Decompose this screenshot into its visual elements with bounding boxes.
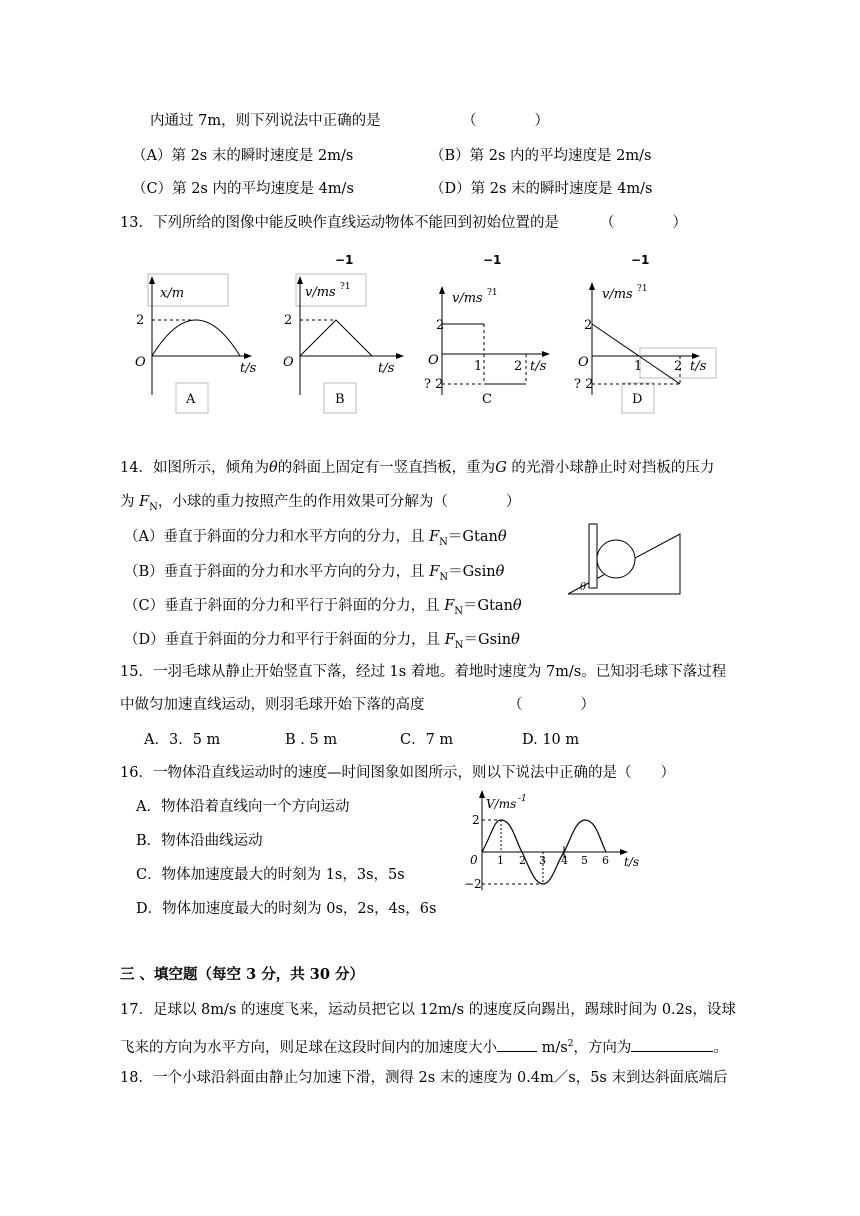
q17-blank-1[interactable] <box>497 1037 537 1052</box>
y-arrow <box>149 276 155 284</box>
q14-incline-figure <box>566 520 686 600</box>
q15-option-c: C．7 m <box>400 732 454 748</box>
q16-vt-graph <box>460 786 650 896</box>
q13-graph-a <box>130 270 260 420</box>
y-arrow <box>589 282 595 290</box>
q17-blank-2[interactable] <box>631 1037 713 1052</box>
origin: 0 <box>470 853 478 867</box>
q13-graph-b <box>278 270 408 420</box>
board <box>589 524 597 588</box>
curve <box>152 320 240 356</box>
q13-stem: 13．下列所给的图像中能反映作直线运动物体不能回到初始位置的是 <box>120 215 559 231</box>
q16-stem: 16．一物体沿直线运动时的速度—时间图象如图所示，则以下说法中正确的是（ ） <box>120 765 675 781</box>
q13-graph-c <box>422 270 562 420</box>
xlabel: t/s <box>240 361 257 376</box>
ysup: ?1 <box>637 284 648 294</box>
q15-option-d: D. 10 m <box>522 732 580 748</box>
ylabel: v/ms <box>602 287 633 302</box>
fig-theta: θ <box>580 582 587 593</box>
ylabel: V/ms <box>486 797 517 811</box>
x-tick-5: 5 <box>581 854 588 867</box>
origin: O <box>428 353 439 368</box>
y-tick-2: 2 <box>436 318 445 333</box>
x-tick-6: 6 <box>602 854 609 867</box>
x-tick-1: 1 <box>474 359 483 374</box>
origin: O <box>135 355 146 370</box>
q16-option-d: D．物体加速度最大的时刻为 0s，2s，4s，6s <box>136 901 437 917</box>
x-arrow <box>396 353 404 359</box>
x-tick-1: 1 <box>497 854 504 867</box>
q12-option-a: （A）第 2s 末的瞬时速度是 2m/s <box>132 148 354 164</box>
y-neg-tick: ? 2 <box>424 377 444 392</box>
xlabel: t/s <box>690 359 707 374</box>
x-tick-3: 3 <box>539 854 546 867</box>
y-arrow <box>479 790 485 798</box>
q14-option-c: （C）垂直于斜面的分力和平行于斜面的分力，且 $F_N=Gtan\theta$ <box>124 598 522 617</box>
ball <box>597 540 635 578</box>
q14-option-a: （A）垂直于斜面的分力和水平方向的分力，且 $F_N=Gtan\theta$ <box>124 529 507 548</box>
q15-answer-paren: （ ） <box>508 697 595 713</box>
q14-option-b: （B）垂直于斜面的分力和水平方向的分力，且 $F_N=Gsin\theta$ <box>124 564 505 583</box>
xlabel: t/s <box>530 359 547 374</box>
x-arrow <box>244 353 252 359</box>
y-tick-2: 2 <box>472 813 480 827</box>
y-arrow <box>439 286 445 294</box>
origin: O <box>578 355 589 370</box>
q13-neg1-c: −1 <box>483 253 502 267</box>
ysup: ?1 <box>487 288 498 298</box>
q15-line2: 中做匀加速直线运动，则羽毛球开始下落的高度 <box>120 697 425 713</box>
origin: O <box>283 355 294 370</box>
ysup: ?1 <box>340 282 351 292</box>
q12-option-c: （C）第 2s 内的平均速度是 4m/s <box>132 181 354 197</box>
y-tick-2: 2 <box>284 313 293 328</box>
graph-label: A <box>186 392 196 407</box>
ylabel: v/ms <box>452 291 483 306</box>
q17-line2: 飞来的方向为水平方向，则足球在这段时间内的加速度大小 $m/s^2$，方向为 。 <box>120 1034 728 1058</box>
q12-stem: 内通过 7m，则下列说法中正确的是 <box>150 113 381 129</box>
q16-option-b: B．物体沿曲线运动 <box>136 833 263 849</box>
y-tick-neg2: −2 <box>464 877 482 891</box>
q15-option-b: B . 5 m <box>285 732 338 748</box>
q13-neg1-b: −1 <box>335 253 354 267</box>
q12-option-b: （B）第 2s 内的平均速度是 2m/s <box>430 148 652 164</box>
x-tick-4: 4 <box>561 854 568 867</box>
q15-option-a: A．3．5 m <box>144 732 221 748</box>
q14-option-d: （D）垂直于斜面的分力和平行于斜面的分力，且 $F_N=Gsin\theta$ <box>124 632 520 651</box>
xlabel: t/s <box>624 855 640 869</box>
q17-line1: 17．足球以 8m/s 的速度飞来，运动员把它以 12m/s 的速度反向踢出，踢球时间为 0.2s，设球 <box>120 1002 736 1018</box>
triangle-line <box>300 320 372 356</box>
q16-option-c: C．物体加速度最大的时刻为 1s，3s，5s <box>136 867 405 883</box>
graph-label: C <box>482 392 492 407</box>
ysup: -1 <box>518 794 527 804</box>
y-tick-2: 2 <box>136 313 145 328</box>
section3-title: 三 、填空题（每空 3 分，共 30 分） <box>120 966 365 983</box>
q12-option-d: （D）第 2s 末的瞬时速度是 4m/s <box>430 181 653 197</box>
x-arrow <box>542 351 550 357</box>
q12-answer-paren: （ ） <box>462 113 549 129</box>
q14-line1: 14．如图所示，倾角为θ的斜面上固定有一竖直挡板，重为G 的光滑小球静止时对挡板的压力 <box>120 460 715 476</box>
q14-line2: 为 $F_N$，小球的重力按照产生的作用效果可分解为（ ） <box>120 494 521 513</box>
x-tick-1: 1 <box>634 359 643 374</box>
xlabel: t/s <box>378 361 395 376</box>
q18-line1: 18．一个小球沿斜面由静止匀加速下滑，测得 2s 末的速度为 0.4m／s，5s 末到达斜面底端后 <box>120 1070 728 1086</box>
x-tick-2: 2 <box>519 854 526 867</box>
ylabel: x/m <box>160 286 185 301</box>
v-line <box>592 324 683 384</box>
graph-label: D <box>632 392 643 407</box>
q13-answer-paren: （ ） <box>600 215 687 231</box>
x-tick-2: 2 <box>514 359 523 374</box>
y-arrow <box>297 276 303 284</box>
graph-label: B <box>335 392 345 407</box>
x-tick-2: 2 <box>674 359 683 374</box>
y-neg-tick: ? 2 <box>574 377 594 392</box>
q13-graph-d <box>572 270 722 420</box>
q16-option-a: A．物体沿着直线向一个方向运动 <box>136 799 350 815</box>
q15-line1: 15．一羽毛球从静止开始竖直下落，经过 1s 着地。着地时速度为 7m/s。已知羽毛球下落过程 <box>120 664 727 680</box>
y-tick-2: 2 <box>584 318 593 333</box>
q13-neg1-d: −1 <box>631 253 650 267</box>
ylabel: v/ms <box>305 285 336 300</box>
